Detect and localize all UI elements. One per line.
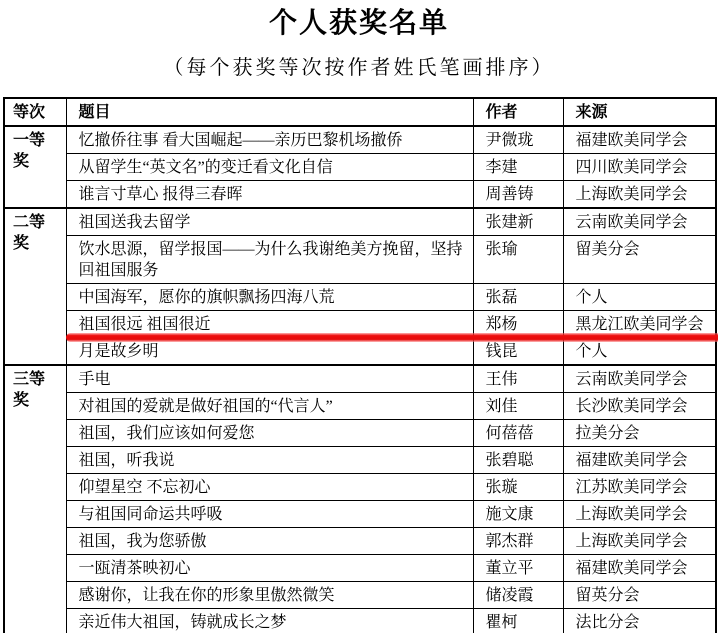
source-cell: 福建欧美同学会	[563, 555, 716, 582]
title-cell: 中国海军，愿你的旗帜飘扬四海八荒	[66, 284, 473, 311]
title-cell: 从留学生“英文名”的变迁看文化自信	[66, 154, 473, 181]
table-row	[4, 338, 716, 366]
author-cell: 储凌霞	[473, 582, 563, 609]
header-source: 来源	[563, 98, 716, 126]
source-cell: 四川欧美同学会	[563, 154, 716, 181]
source-cell: 长沙欧美同学会	[563, 393, 716, 420]
author-cell: 张璇	[473, 474, 563, 501]
source-cell: 云南欧美同学会	[563, 208, 716, 236]
author-cell: 郭杰群	[473, 528, 563, 555]
author-cell: 王伟	[473, 365, 563, 393]
source-cell: 拉美分会	[563, 420, 716, 447]
table-row	[4, 555, 716, 582]
source-cell: 留英分会	[563, 582, 716, 609]
source-cell: 江苏欧美同学会	[563, 474, 716, 501]
source-cell: 个人	[563, 338, 716, 366]
rank-cell: 二等奖	[4, 208, 66, 365]
table-header-row	[4, 98, 716, 126]
title-cell: 手电	[66, 365, 473, 393]
author-cell: 尹微珑	[473, 126, 563, 154]
source-cell: 福建欧美同学会	[563, 447, 716, 474]
title-cell: 仰望星空 不忘初心	[66, 474, 473, 501]
source-cell: 上海欧美同学会	[563, 181, 716, 209]
source-cell: 上海欧美同学会	[563, 528, 716, 555]
title-cell: 祖国，听我说	[66, 447, 473, 474]
title-cell: 饮水思源，留学报国——为什么我谢绝美方挽留，坚持回祖国服务	[66, 236, 473, 284]
table-row	[4, 284, 716, 311]
table-row	[4, 393, 716, 420]
table-row	[4, 609, 716, 633]
source-cell: 福建欧美同学会	[563, 126, 716, 154]
source-cell: 留美分会	[563, 236, 716, 284]
author-cell: 施文康	[473, 501, 563, 528]
table-row	[4, 474, 716, 501]
title-cell: 祖国送我去留学	[66, 208, 473, 236]
table-row	[4, 528, 716, 555]
table-row	[4, 501, 716, 528]
title-cell: 祖国很远 祖国很近	[66, 311, 473, 338]
author-cell: 张磊	[473, 284, 563, 311]
title-cell: 对祖国的爱就是做好祖国的“代言人”	[66, 393, 473, 420]
title-cell: 一瓯清茶映初心	[66, 555, 473, 582]
source-cell: 个人	[563, 284, 716, 311]
table-row	[4, 236, 716, 284]
author-cell: 张建新	[473, 208, 563, 236]
table-row	[4, 181, 716, 209]
author-cell: 张碧聪	[473, 447, 563, 474]
table-row	[4, 126, 716, 154]
table-row	[4, 420, 716, 447]
title-cell: 感谢你，让我在你的形象里傲然微笑	[66, 582, 473, 609]
author-cell: 张瑜	[473, 236, 563, 284]
table-row	[4, 365, 716, 393]
page-title: 个人获奖名单	[268, 7, 449, 38]
table-row	[4, 154, 716, 181]
header-author: 作者	[473, 98, 563, 126]
title-cell: 祖国，我为您骄傲	[66, 528, 473, 555]
header-title: 题目	[66, 98, 473, 126]
author-cell: 瞿柯	[473, 609, 563, 633]
table-row	[4, 447, 716, 474]
table-row-highlighted	[4, 311, 716, 338]
table-row	[4, 582, 716, 609]
author-cell: 董立平	[473, 555, 563, 582]
award-table	[3, 97, 717, 633]
author-cell: 何蓓蓓	[473, 420, 563, 447]
header-rank: 等次	[4, 98, 66, 126]
title-cell: 祖国，我们应该如何爱您	[66, 420, 473, 447]
title-cell: 亲近伟大祖国，铸就成长之梦	[66, 609, 473, 633]
rank-cell: 一等奖	[4, 126, 66, 208]
title-cell: 月是故乡明	[66, 338, 473, 366]
title-cell: 谁言寸草心 报得三春晖	[66, 181, 473, 209]
title-cell: 忆撤侨往事 看大国崛起——亲历巴黎机场撤侨	[66, 126, 473, 154]
rank-cell: 三等奖	[4, 365, 66, 633]
source-cell: 上海欧美同学会	[563, 501, 716, 528]
title-cell: 与祖国同命运共呼吸	[66, 501, 473, 528]
source-cell: 黑龙江欧美同学会	[563, 311, 716, 338]
author-cell: 郑杨	[473, 311, 563, 338]
author-cell: 钱昆	[473, 338, 563, 366]
author-cell: 李建	[473, 154, 563, 181]
source-cell: 法比分会	[563, 609, 716, 633]
page-subtitle: （每个获奖等次按作者姓氏笔画排序）	[163, 57, 555, 79]
source-cell: 云南欧美同学会	[563, 365, 716, 393]
table-row	[4, 208, 716, 236]
author-cell: 刘佳	[473, 393, 563, 420]
author-cell: 周善铸	[473, 181, 563, 209]
